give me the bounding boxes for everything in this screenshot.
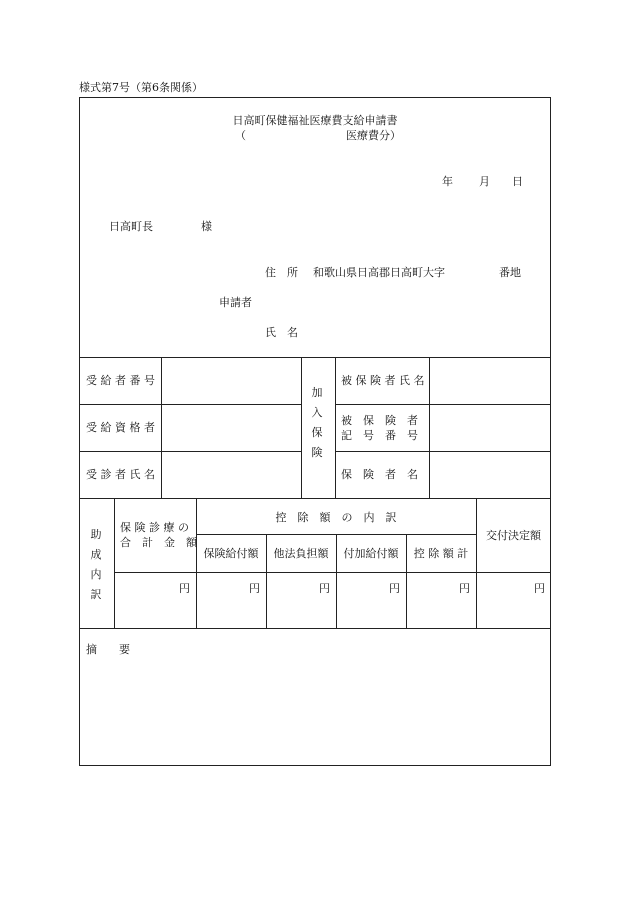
rule-left-2 [79,451,301,452]
remarks-label: 摘 要 [86,643,130,656]
rule-left-1 [79,404,301,405]
insurance-total-label-line1: 保 険 診 療 の [120,521,189,534]
addressee-name: 日高町長 [109,220,153,233]
yen-deduction-total: 円 [459,582,470,595]
other-law-burden-header: 他法負担額 [273,547,329,560]
recipient-number-label: 受 給 者 番 号 [86,374,155,387]
rule-remarks-top [79,628,551,629]
vline-insurance-left [301,357,302,498]
rule-amount-row [114,572,551,573]
form-number-label: 様式第7号（第6条関係） [79,81,203,94]
yen-insurance-benefit: 円 [249,582,260,595]
name-label: 氏 名 [265,326,298,339]
insured-code-label-line2: 記 号 番 号 [341,429,418,442]
insurer-name-label: 保 険 者 名 [341,468,418,481]
yen-other-law: 円 [319,582,330,595]
address-value: 和歌山県日高郡日高町大字 [313,266,445,279]
rule-right-1 [335,404,551,405]
subsidy-breakdown-label: 助 成 内 訳 [90,528,102,601]
addressee-honorific: 様 [201,220,212,233]
applicant-label: 申請者 [219,296,252,309]
insurance-total-label-line2: 合 計 金 額 [120,536,197,549]
address-label: 住 所 [265,266,298,279]
yen-final-amount: 円 [534,582,545,595]
yen-total: 円 [179,582,190,595]
rule-breakdown-top [79,498,551,499]
yen-additional-benefit: 円 [389,582,400,595]
subtitle-open-paren: （ [235,129,246,142]
insurance-benefit-header: 保険給付額 [203,547,259,560]
vline-label-col [161,357,162,498]
rule-info-top [79,357,551,358]
date-year: 年 [442,175,453,188]
date-day: 日 [512,175,523,188]
rule-right-2 [335,451,551,452]
subtitle-medical-cost: 医療費分） [346,129,401,142]
deduction-breakdown-header: 控 除 額 の 内 訳 [275,511,397,524]
insured-code-label-line1: 被 保 険 者 [341,414,418,427]
patient-name-label: 受 診 者 氏 名 [86,468,155,481]
additional-benefit-header: 付加給付額 [343,547,399,560]
final-amount-header: 交付決定額 [486,529,541,542]
form-title: 日高町保健福祉医療費支給申請書 [232,114,398,127]
insured-name-label: 被 保 険 者 氏 名 [341,374,425,387]
vline-right-label-col [429,357,430,498]
vline-insurance-right [335,357,336,498]
insurance-enrolled-label: 加 入 保 険 [311,386,323,459]
address-suffix: 番地 [499,266,521,279]
recipient-qualification-label: 受 給 資 格 者 [86,421,155,434]
deduction-total-header: 控 除 額 計 [413,547,469,560]
date-month: 月 [479,175,490,188]
vline-final-col [476,498,477,628]
vline-side-label [114,498,115,628]
